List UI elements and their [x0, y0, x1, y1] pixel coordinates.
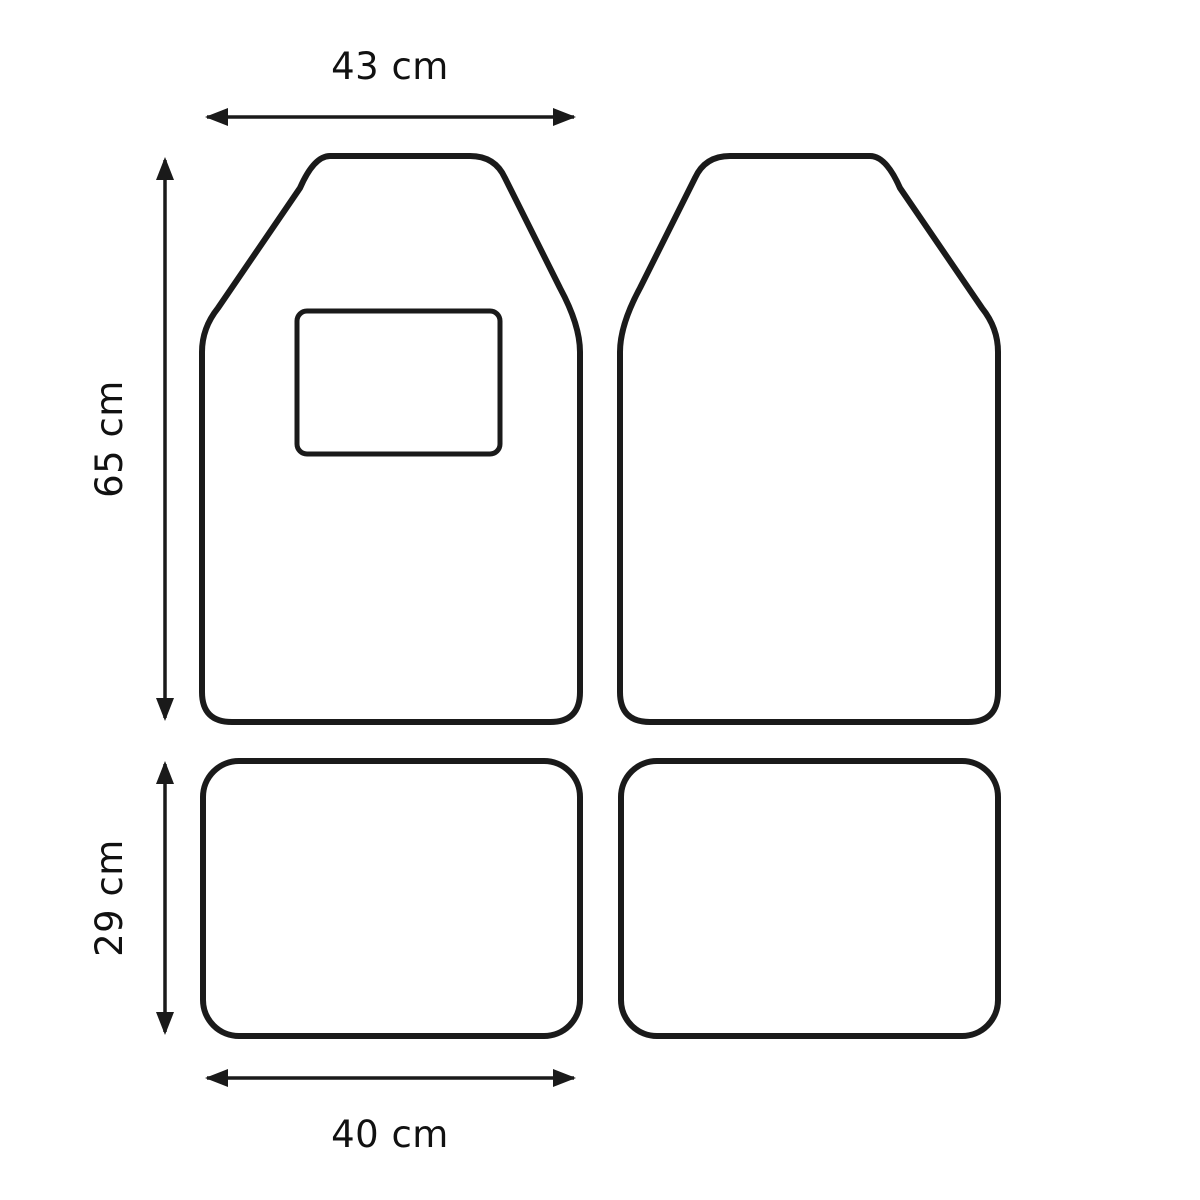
front-width-arrow-left [205, 108, 228, 126]
rear-width-label: 40 cm [331, 1113, 449, 1156]
front-height-dimension [88, 157, 174, 721]
front-width-label: 43 cm [331, 45, 449, 88]
front-height-arrow-top [156, 157, 174, 180]
rear-height-dimension [88, 761, 174, 1035]
rear-height-label: 29 cm [88, 839, 131, 957]
front-left-heel-pad [297, 311, 500, 454]
rear-height-arrow-bottom [156, 1012, 174, 1035]
rear-width-arrow-right [553, 1069, 576, 1087]
rear-height-arrow-top [156, 761, 174, 784]
rear-left-mat-outline [203, 761, 580, 1036]
front-height-label: 65 cm [88, 380, 131, 498]
front-width-arrow-right [553, 108, 576, 126]
rear-width-arrow-left [205, 1069, 228, 1087]
rear-right-mat [621, 761, 998, 1036]
front-height-arrow-bottom [156, 698, 174, 721]
rear-left-mat [203, 761, 580, 1036]
front-right-mat [620, 156, 998, 722]
rear-width-dimension [205, 1069, 576, 1156]
front-width-dimension [205, 45, 576, 126]
rear-right-mat-outline [621, 761, 998, 1036]
front-right-mat-outline [620, 156, 998, 722]
front-left-mat [202, 156, 580, 722]
